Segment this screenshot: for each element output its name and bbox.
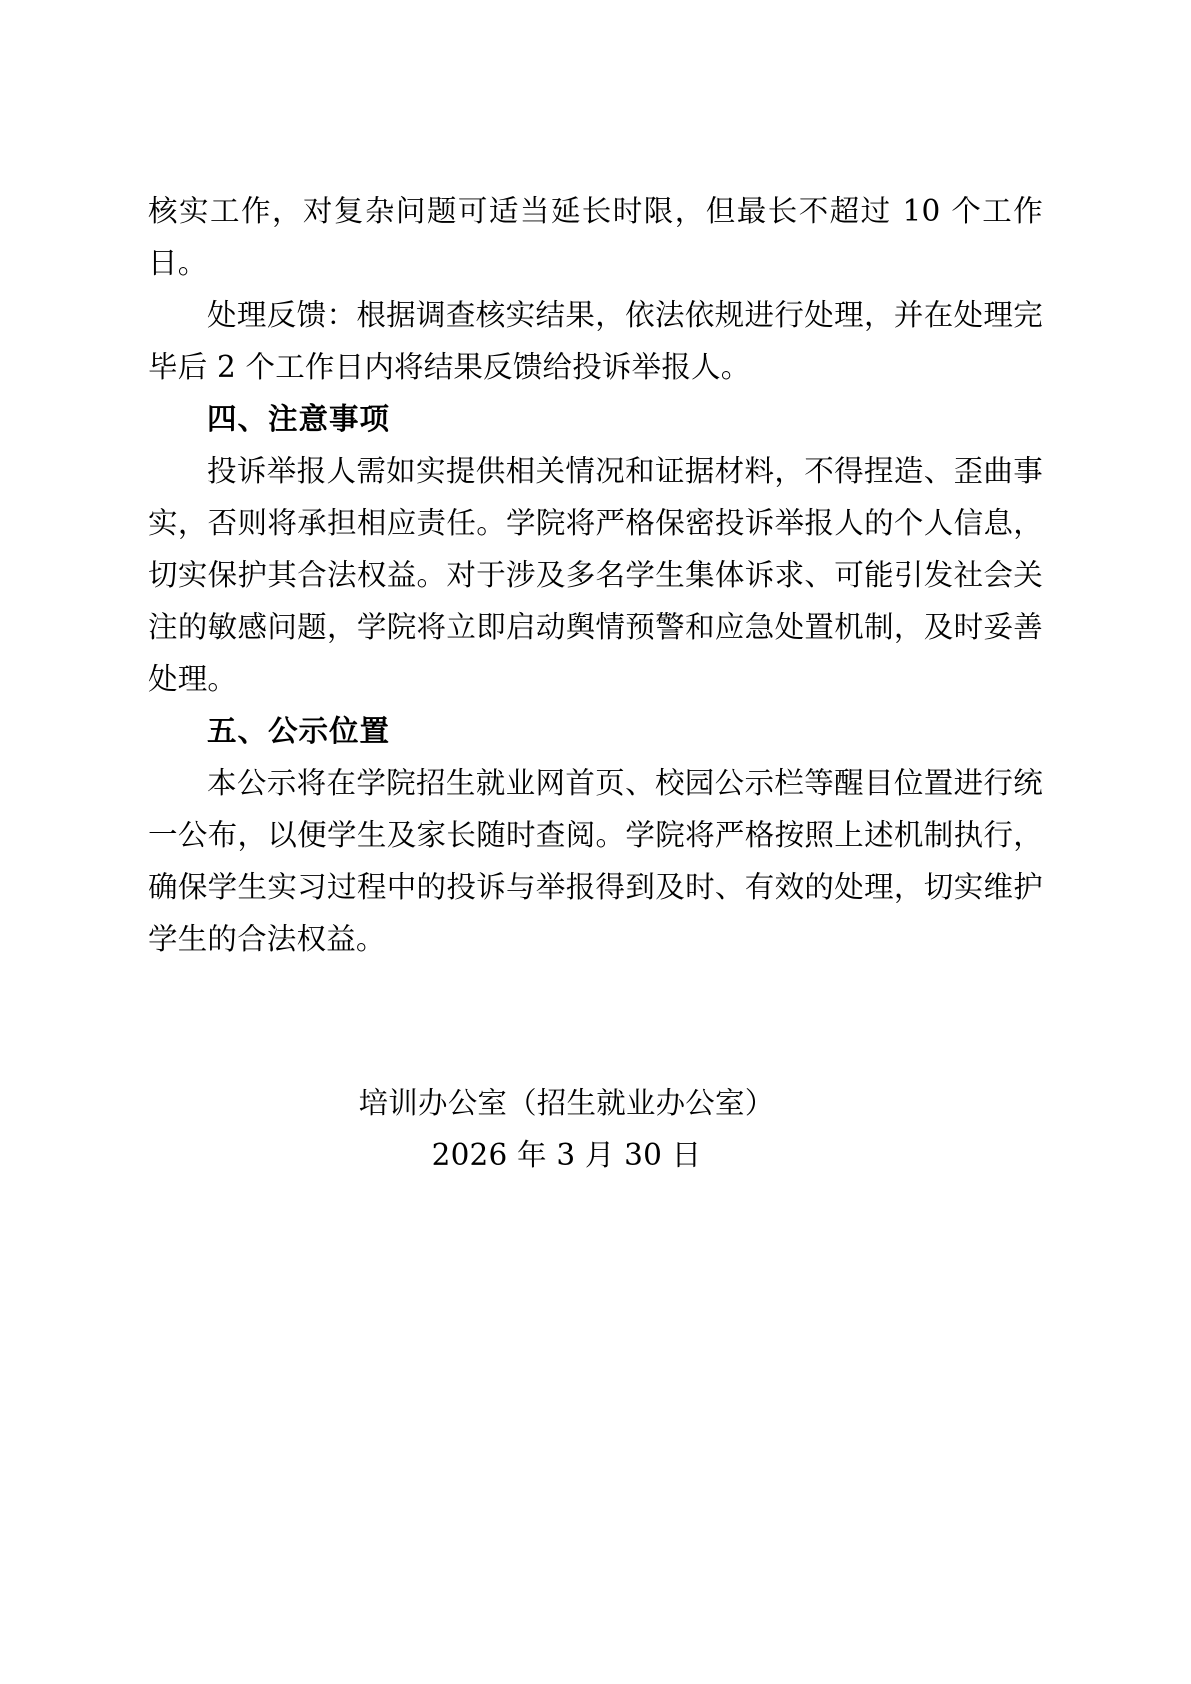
paragraph-handling-feedback: 处理反馈：根据调查核实结果，依法依规进行处理，并在处理完毕后 2 个工作日内将结果反馈给投诉举报人。 (148, 298, 1043, 384)
document-body (148, 185, 1043, 1181)
section-heading-publicity-location: 五、公示位置 (207, 714, 391, 748)
section-body-publicity-location: 本公示将在学院招生就业网首页、校园公示栏等醒目位置进行统一公布，以便学生及家长随时查阅。学院将严格按照上述机制执行，确保学生实习过程中的投诉与举报得到及时、有效的处理，切实维护学生的合法权益。 (148, 766, 1043, 956)
signature-office: 培训办公室（招生就业办公室） (358, 1086, 775, 1120)
signature-date: 2026 年 3 月 30 日 (431, 1138, 702, 1172)
section-heading-notes: 四、注意事项 (207, 402, 391, 436)
section-body-notes: 投诉举报人需如实提供相关情况和证据材料，不得捏造、歪曲事实，否则将承担相应责任。学院将严格保密投诉举报人的个人信息，切实保护其合法权益。对于涉及多名学生集体诉求、可能引发社会关注的敏感问题，学院将立即启动舆情预警和应急处置机制，及时妥善处理。 (148, 454, 1043, 696)
paragraph-verify-continued: 核实工作，对复杂问题可适当延长时限，但最长不超过 10 个工作日。 (148, 194, 1043, 280)
signature-block (148, 1077, 1043, 1181)
